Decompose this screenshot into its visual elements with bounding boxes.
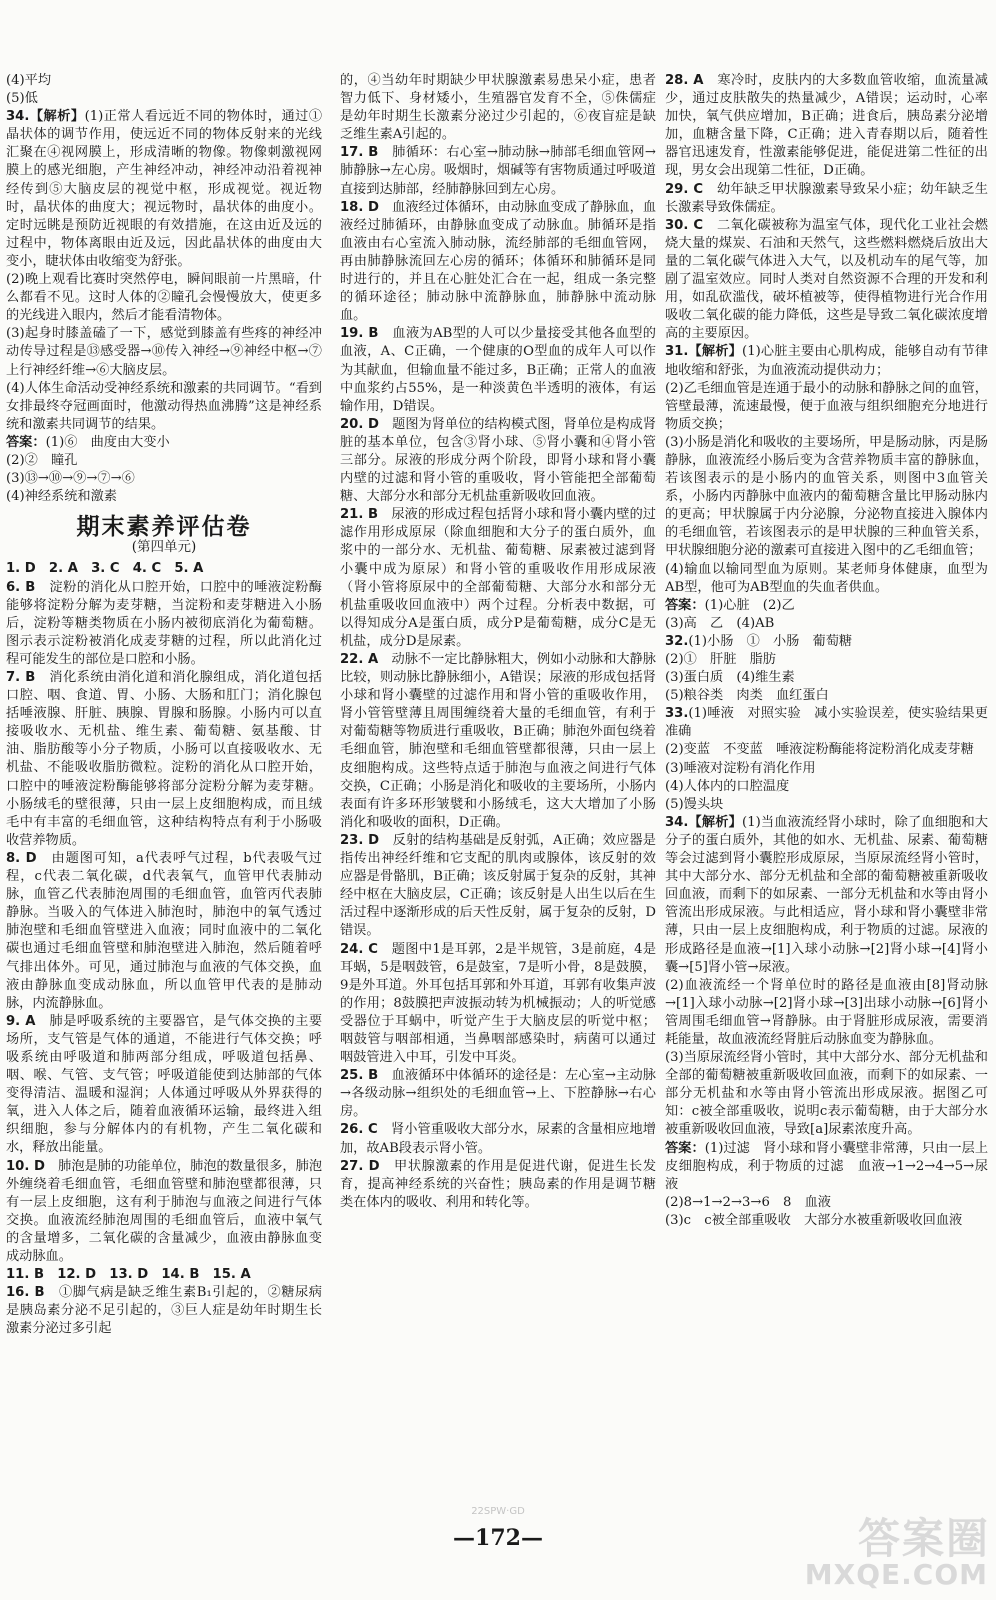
entry-text: 甲状腺激素的作用是促进代谢，促进生长发育，提高神经系统的兴奋性；胰岛素的作用是调节糖类在体内的吸收、利用和转化等。 <box>340 1158 656 1210</box>
answer-entry <box>665 1212 988 1230</box>
answer-entry <box>6 669 322 850</box>
question-number: 34. <box>665 814 689 830</box>
answer-entry <box>665 597 988 615</box>
answer-entry <box>6 470 322 488</box>
entry-text: 寒冷时，皮肤内的大多数血管收缩，血流量减少，通过皮肤散失的热量减少，A错误；运动时，心率加快，氧气供应增加，B正确；进食后，胰岛素分泌增加，血糖含量下降，C正确；进入青春期以后，随着性器官迅速发育，性激素能够促进，能促进第二性征的出现，男女会出现第二性征，D正确。 <box>665 73 988 179</box>
entry-text: 二氧化碳被称为温室气体，现代化工业社会燃烧大量的煤炭、石油和天然气，这些燃料燃烧后放出大量的二氧化碳气体进入大气，以及机动车的尾气等，加剧了温室效应。同时人类对自然资源不合理的开发和利用，如乱砍滥伐，破坏植被等，使得植物进行光合作用吸收二氧化碳的能力降低，这些是导致二氧化碳浓度增高的主要原因。 <box>665 217 988 342</box>
answer-entry <box>6 72 322 90</box>
entry-text: 反射的结构基础是反射弧，A正确；效应器是指传出神经纤维和它支配的肌肉或腺体，该反射的效应器是骨骼肌，B正确；该反射属于复杂的反射，其神经中枢在大脑皮层，C正确；该反射是人出生以后在生活过程中逐渐形成的后天性反射，属于复杂的反射，D错误。 <box>340 832 656 939</box>
entry-text: (2)乙毛细血管是连通于最小的动脉和静脉之间的血管，管壁最薄，流速最慢，便于血液与组织细胞充分地进行物质交换； <box>665 380 988 432</box>
answer-label: 答案： <box>665 597 705 613</box>
question-number: 22. A <box>340 652 379 667</box>
entry-text: 血液为AB型的人可以少量接受其他各血型的血液，A、C正确，一个健康的O型血的成年人可以作为其献血，但输血量不能过多，B正确；正常人的血液中血浆约占55%，是一种淡黄色半透明的液体，有运输作用，D错误。 <box>340 326 656 414</box>
answer-entry <box>340 1121 656 1157</box>
entry-text: (4)神经系统和激素 <box>6 489 117 505</box>
entry-text: 肾小管重吸收大部分水，尿素的含量相应地增加，故AB段表示肾小管。 <box>340 1122 656 1156</box>
answer-entry <box>6 271 322 325</box>
entry-text: (1)心脏 (2)乙 <box>704 597 795 613</box>
entry-text: (5)馒头块 <box>665 796 724 812</box>
answer-entry <box>6 108 322 271</box>
answer-entry <box>665 669 988 687</box>
entry-text: (3)c c被全部重吸收 大部分水被重新吸收回血液 <box>665 1212 963 1228</box>
question-number: 24. C <box>340 941 378 957</box>
entry-text: 消化系统由消化道和消化腺组成，消化道包括口腔、咽、食道、胃、小肠、大肠和肛门；消化腺包括唾液腺、肝脏、胰腺、胃腺和肠腺。小肠内可以直接吸收水、无机盐、维生素、葡萄糖、氨基酸、甘油、脂肪酸等小分子物质，小肠可以直接吸收水、无机盐、不能吸收脂肪微粒。淀粉的消化从口腔开始，口腔中的唾液淀粉酶能够将部分淀粉分解为麦芽糖。小肠绒毛的壁很薄，只由一层上皮细胞构成，而且绒毛中有丰富的毛细血管，这种结构特点有利于小肠吸收营养物质。 <box>6 670 322 848</box>
section-subtitle: (第四单元) <box>131 539 197 556</box>
print-code: 22SPW·GD <box>471 1506 525 1517</box>
answer-entry <box>6 1158 322 1267</box>
entry-text: (4)平均 <box>6 73 52 88</box>
choice-answers: 1. D 2. A 3. C 4. C 5. A <box>6 561 204 577</box>
entry-text: (3)⑬→⑩→⑨→⑦→⑥ <box>6 471 135 487</box>
answer-entry <box>340 832 656 941</box>
question-number: 7. B <box>6 670 36 685</box>
question-number: 8. D <box>6 850 37 866</box>
entry-text: (4)人体生命活动受神经系统和激素的共同调节。“看到女排最终夺冠画面时，他激动得热血沸腾”这是神经系统和激素共同调节的结果。 <box>6 380 322 432</box>
answer-entry <box>340 941 656 1068</box>
question-number: 18. D <box>340 199 379 215</box>
watermark-logo <box>804 1506 990 1596</box>
entry-text: (3)唾液对淀粉有消化作用 <box>665 760 816 776</box>
answer-entry <box>665 651 988 669</box>
question-number: 10. D <box>6 1158 45 1174</box>
answer-entry <box>340 1067 656 1121</box>
answer-entry <box>665 1194 988 1212</box>
analysis-label: 【解析】 <box>29 109 85 125</box>
entry-text: 肺泡是肺的功能单位，肺泡的数量很多，肺泡外缠绕着毛细血管，毛细血管壁和肺泡壁都很薄，只有一层上皮细胞，这有利于肺泡与血液之间进行气体交换。血液流经肺泡周围的毛细血管后，血液中氧气的含量增多，二氧化碳的含量减少，血液由静脉血变成动脉血。 <box>6 1158 322 1264</box>
question-number: 33. <box>665 706 689 722</box>
answer-entry <box>665 778 988 796</box>
question-number: 29. C <box>665 181 704 197</box>
entry-text: 肺循环：右心室→肺动脉→肺部毛细血管网→肺静脉→左心房。吸烟时，烟碱等有害物质通过呼吸道直接到达肺部，经肺静脉回到左心房。 <box>340 145 656 197</box>
question-number: 32. <box>665 633 689 649</box>
question-number: 26. C <box>340 1122 378 1138</box>
entry-text: (3)起身时膝盖磕了一下，感觉到膝盖有些疼的神经冲动传导过程是⑬感受器→⑩传入神经→⑨神经中枢→⑦上行神经纤维→⑥大脑皮层。 <box>6 326 322 378</box>
answer-entry <box>340 651 656 832</box>
question-number: 20. D <box>340 416 379 432</box>
answer-entry <box>665 633 988 651</box>
entry-text: 肺是呼吸系统的主要器官，是气体交换的主要场所，支气管是气体的通道，不能进行气体交换；呼吸系统由呼吸道和肺两部分组成，呼吸道包括鼻、咽、喉、气管、支气管；呼吸道能使到达肺部的气体变得清洁、温暖和湿润；人体通过呼吸从外界获得的氧，进入人体之后，随着血液循环运输，最终进入组织细胞，参与分解体内的有机物，产生二氧化碳和水，释放出能量。 <box>6 1013 322 1156</box>
entry-text: 血液经过体循环，由动脉血变成了静脉血，血液经过肺循环，由静脉血变成了动脉血。肺循环是指血液由右心室流入肺动脉，流经肺部的毛细血管网，再由肺静脉流回左心房的循环；体循环和肺循环是同时进行的，并且在心脏处汇合在一起，组成一条完整的循环途径；肺动脉中流静脉血，肺静脉中流动脉血。 <box>340 199 656 324</box>
entry-text: (1)当血液流经肾小球时，除了血细胞和大分子的蛋白质外，其他的如水、无机盐、尿素、葡萄糖等会过滤到肾小囊腔形成原尿，当原尿流经肾小管时，其中大部分水、部分无机盐和全部的葡萄糖被重新吸收回血液，而剩下的如尿素、一部分无机盐和水等由肾小管流出形成尿液。与此相适应，肾小球和肾小囊壁非常薄，只由一层上皮细胞构成，利于物质的过滤。尿液的形成路径是血液→[1]入球小动脉→[2]肾小球→[4]肾小囊→[5]肾小管→尿液。 <box>665 814 988 975</box>
question-number: 30. C <box>665 217 704 233</box>
entry-text: 题图为肾单位的结构模式图，肾单位是构成肾脏的基本单位，包含③肾小球、⑤肾小囊和④肾小管三部分。尿液的形成分两个阶段，即肾小球和肾小囊内壁的过滤和肾小管的重吸收，肾小管能把全部葡萄糖、大部分水和部分无机盐重新吸收回血液。 <box>340 416 656 505</box>
entry-text: 淀粉的消化从口腔开始，口腔中的唾液淀粉酶能够将淀粉分解为麦芽糖，当淀粉和麦芽糖进入小肠后，淀粉等糖类物质在小肠内被彻底消化为葡萄糖。图示表示淀粉被消化成麦芽糖的过程，所以此消化过程可能发生的部位是口腔和小肠。 <box>6 579 322 667</box>
question-number: 9. A <box>6 1013 36 1029</box>
entry-text: (3)蛋白质 (4)维生素 <box>665 670 795 686</box>
entry-text: (1)小肠 ① 小肠 葡萄糖 <box>688 633 853 649</box>
question-number: 27. D <box>340 1158 380 1174</box>
entry-text: (4)人体内的口腔温度 <box>665 778 790 794</box>
entry-text: (3)小肠是消化和吸收的主要场所，甲是肠动脉，丙是肠静脉，血液流经小肠后变为含营养物质丰富的静脉血，若该图表示的是小肠内的血管关系，则图中3血管关系，小肠内丙静脉中血液内的葡萄糖含量比甲肠动脉内的更高；甲状腺属于内分泌腺，分泌物直接进入腺体内的毛细血管，若该图表示的是甲状腺的三种血管关系，甲状腺细胞分泌的激素可直接进入图中的乙毛细血管； <box>665 434 988 559</box>
answer-entry <box>665 380 988 434</box>
question-number: 31. <box>665 344 689 360</box>
entry-text: (1)过滤 肾小球和肾小囊壁非常薄，只由一层上皮细胞构成，利于物质的过滤 血液→1→2→4→5→尿液 <box>665 1140 988 1192</box>
entry-text: 动脉不一定比静脉粗大，例如小动脉和大静脉比较，则动脉比静脉细小，A错误；尿液的形成包括肾小球和肾小囊壁的过滤作用和肾小管的重吸收作用，肾小管管壁薄且周围缠绕着大量的毛细血管，有利于对葡萄糖等物质进行重吸收，B正确；肺泡外面包绕着毛细血管，肺泡壁和毛细血管壁都很薄，只由一层上皮细胞构成。这些特点适于肺泡与血液之间进行气体交换，C正确；小肠是消化和吸收的主要场所，小肠内表面有许多环形皱襞和小肠绒毛，这大大增加了小肠消化和吸收的面积，D正确。 <box>340 652 656 830</box>
answer-entry <box>340 72 656 144</box>
answer-entry <box>665 977 988 1049</box>
section-title: 期末素养评估卷 <box>76 513 252 541</box>
answer-entry <box>665 796 988 814</box>
analysis-label: 【解析】 <box>688 814 743 830</box>
entry-text: 幼年缺乏甲状腺激素导致呆小症；幼年缺乏生长激素导致侏儒症。 <box>665 181 988 215</box>
entry-text: ①脚气病是缺乏维生素B₁引起的，②糖尿病是胰岛素分泌不足引起的，③巨人症是幼年时期生长激素分泌过多引起 <box>6 1285 322 1337</box>
answer-entry <box>340 506 656 651</box>
entry-text: (1)唾液 对照实验 减小实验误差，使实验结果更准确 <box>665 706 988 740</box>
middle-column <box>340 72 656 1524</box>
answer-entry <box>665 72 988 181</box>
right-column <box>665 72 988 1524</box>
answer-entry <box>665 741 988 759</box>
question-number: 23. D <box>340 832 380 848</box>
answer-entry <box>6 560 322 578</box>
entry-text: 题图中1是耳郭，2是半规管，3是前庭，4是耳蜗，5是咽鼓管，6是鼓室，7是听小骨，8是鼓膜，9是外耳道。外耳包括耳郭和外耳道，耳郭有收集声波的作用；8鼓膜把声波振动转为机械振动；人的听觉感受器位于耳蜗中，听觉产生于大脑皮层的听觉中枢；咽鼓管与咽部相通，当鼻咽部感染时，病菌可以通过咽鼓管进入中耳，引发中耳炎。 <box>340 941 656 1066</box>
answer-entry <box>6 380 322 434</box>
answer-entry <box>665 687 988 705</box>
answer-entry <box>6 1266 322 1284</box>
answer-entry <box>665 760 988 778</box>
answer-entry <box>6 850 322 1013</box>
entry-text: 尿液的形成过程包括肾小球和肾小囊内壁的过滤作用形成原尿（除血细胞和大分子的蛋白质外，血浆中的一部分水、无机盐、葡萄糖、尿素被过滤到肾小囊中成为原尿）和肾小管的重吸收作用形成尿液（肾小管将原尿中的全部葡萄糖、大部分水和部分无机盐重吸收回血液中）两个过程。分析表中数据，可以得知成分A是蛋白质，成分P是葡萄糖，成分C是无机盐，成分D是尿素。 <box>340 507 656 649</box>
entry-text: (3)高 乙 (4)AB <box>665 615 775 631</box>
answer-entry <box>665 814 988 977</box>
entry-text: 血液循环中体循环的途径是：左心室→主动脉→各级动脉→组织处的毛细血管→上、下腔静脉→右心房。 <box>340 1068 656 1120</box>
entry-text: (4)输血以输同型血为原则。某老师身体健康，血型为AB型，他可为AB型血的失血者供血。 <box>665 561 988 595</box>
answer-entry <box>340 199 656 326</box>
page-number: —172— <box>453 1525 543 1551</box>
answer-label: 答案： <box>665 1140 705 1156</box>
question-number: 25. B <box>340 1068 379 1084</box>
question-number: 6. B <box>6 579 36 595</box>
choice-answers: 11. B 12. D 13. D 14. B 15. A <box>6 1267 251 1283</box>
answer-entry <box>6 434 322 452</box>
entry-text: (2)① 肝脏 脂肪 <box>665 652 776 667</box>
left-column <box>6 72 322 1524</box>
answer-entry <box>340 325 656 415</box>
answer-entry <box>340 416 656 506</box>
entry-text: 由题图可知，a代表呼气过程，b代表吸气过程，c代表二氧化碳，d代表氧气，血管甲代表肺动脉，血管乙代表肺泡周围的毛细血管，血管丙代表肺静脉。当吸入的气体进入肺泡时，肺泡中的氧气透过肺泡壁和毛细血管壁进入血液；同时血液中的二氧化碳也通过毛细血管壁和肺泡壁进入肺泡，然后随着呼气排出体外。可见，通过肺泡与血液的气体交换，血液由静脉血变成动脉血，所以血管甲代表的是肺动脉，内流静脉血。 <box>6 850 322 1011</box>
entry-text: (2)② 瞳孔 <box>6 452 78 468</box>
answer-entry <box>6 452 322 470</box>
question-number: 19. B <box>340 326 379 342</box>
watermark-bottom: MXQE.COM <box>804 1558 988 1591</box>
analysis-label: 【解析】 <box>688 344 743 360</box>
answer-entry <box>340 1158 656 1212</box>
question-number: 17. B <box>340 145 379 161</box>
answer-entry <box>665 705 988 741</box>
question-number: 34. <box>6 109 30 125</box>
entry-text: (3)当原尿流经肾小管时，其中大部分水、部分无机盐和全部的葡萄糖被重新吸收回血液，而剩下的如尿素、一部分无机盐和水等由肾小管流出形成尿液。据图乙可知：c被全部重吸收，说明c表示葡萄糖，由于大部分水被重新吸收回血液，导致[a]尿素浓度升高。 <box>665 1050 988 1138</box>
answer-entry <box>340 144 656 198</box>
entry-text: (1)心脏主要由心肌构成，能够自动有节律地收缩和舒张，为血液流动提供动力； <box>665 344 988 378</box>
entry-text: (5)低 <box>6 91 38 107</box>
answer-entry <box>6 1284 322 1338</box>
answer-entry <box>665 1140 988 1194</box>
answer-entry <box>665 434 988 561</box>
entry-text: (5)粮谷类 肉类 血红蛋白 <box>665 688 829 704</box>
entry-text: (2)晚上观看比赛时突然停电，瞬间眼前一片黑暗，什么都看不见。这时人体的②瞳孔会慢慢放大，使更多的光线进入眼内，然后才能看清物体。 <box>6 272 322 324</box>
answer-entry <box>6 325 322 379</box>
entry-text: (1)正常人看远近不同的物体时，通过①晶状体的调节作用，使远近不同的物体反射来的光线汇聚在④视网膜上，形成清晰的物像。物像刺激视网膜上的感光细胞，产生神经冲动，神经冲动沿着视神经传到⑤大脑皮层的视觉中枢，形成视觉。视近物时，晶状体的曲度大；视远物时，晶状体的曲度小。定时远眺是预防近视眼的有效措施，在这由近及远的过程中，物体离眼由近及远，因此晶状体的曲度由大变小，睫状体由收缩变为舒张。 <box>6 109 322 269</box>
answer-entry <box>6 1013 322 1158</box>
entry-text: (2)血液流经一个肾单位时的路径是血液由[8]肾动脉→[1]入球小动脉→[2]肾小球→[3]出球小动脉→[6]肾小管周围毛细血管→肾静脉。由于肾脏形成尿液，需要消耗能量，故血液流经肾脏后动脉血变为静脉血。 <box>665 977 988 1047</box>
answer-entry <box>6 579 322 669</box>
question-number: 21. B <box>340 507 379 523</box>
entry-text: (2)8→1→2→3→6 8 血液 <box>665 1194 831 1210</box>
entry-text: (1)⑥ 曲度由大变小 <box>45 434 170 450</box>
answer-entry <box>665 343 988 379</box>
answer-entry <box>665 181 988 217</box>
answer-entry <box>665 615 988 633</box>
answer-entry <box>665 217 988 344</box>
answer-entry <box>6 90 322 108</box>
question-number: 16. B <box>6 1285 45 1301</box>
entry-text: 的，④当幼年时期缺少甲状腺激素易患呆小症，患者智力低下、身材矮小，生殖器官发育不全，⑤侏儒症是幼年时期生长激素分泌过少引起的，⑥夜盲症是缺乏维生素A引起的。 <box>340 73 656 143</box>
entry-text: (2)变蓝 不变蓝 唾液淀粉酶能将淀粉消化成麦芽糖 <box>665 742 974 758</box>
answer-entry <box>665 561 988 597</box>
answer-entry <box>6 488 322 506</box>
answer-label: 答案： <box>6 434 46 450</box>
answer-entry <box>665 1049 988 1139</box>
question-number: 28. A <box>665 73 704 88</box>
watermark-top: 答案圈 <box>857 1514 990 1563</box>
